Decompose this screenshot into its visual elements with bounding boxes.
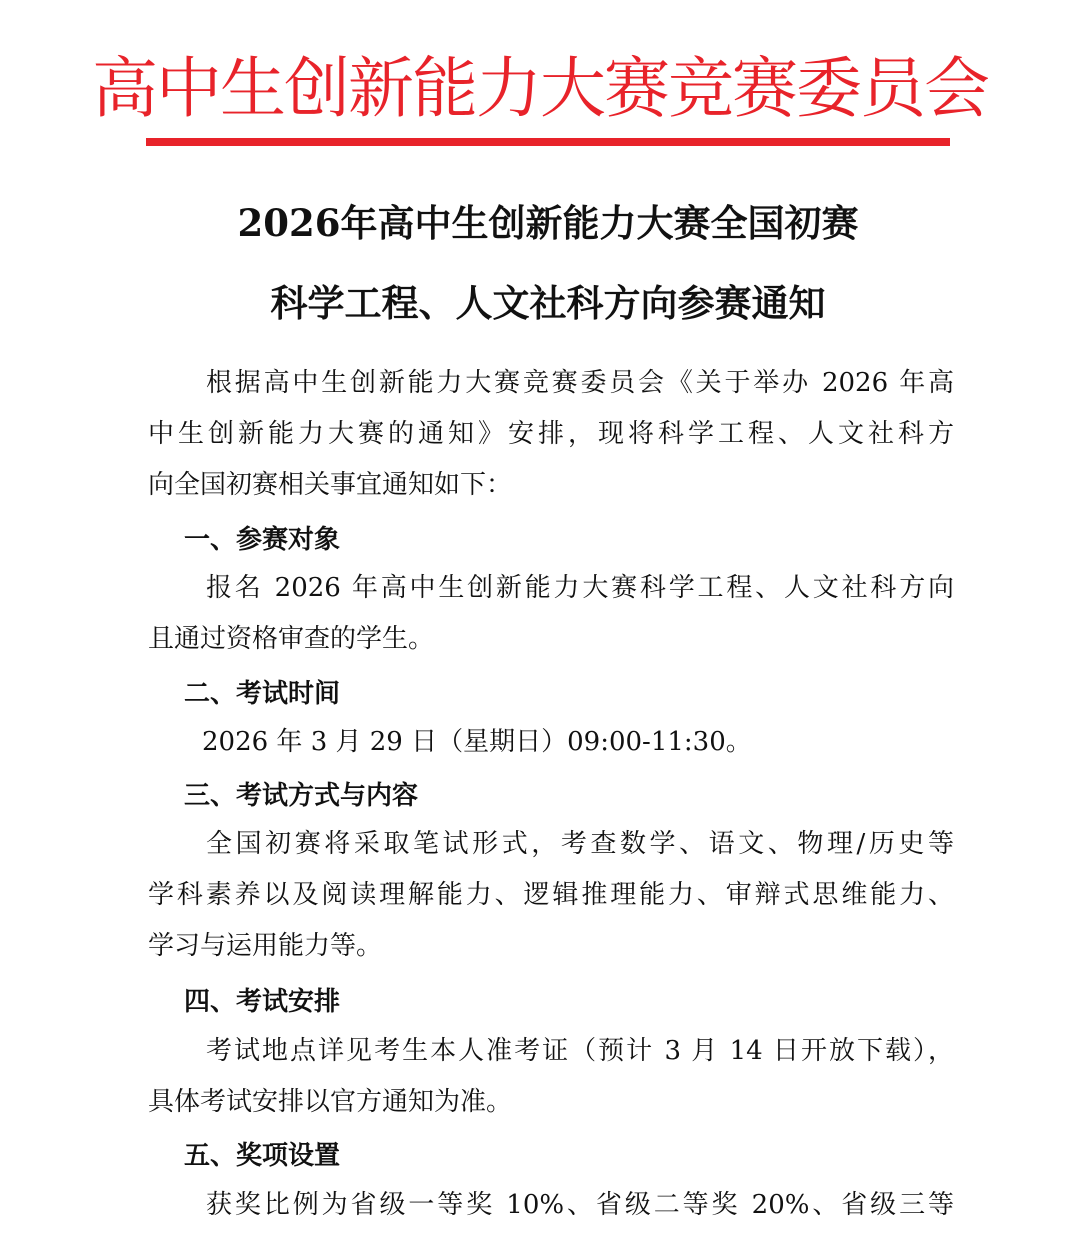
body-line: 学科素养以及阅读理解能力、逻辑推理能力、审辩式思维能力、 [148, 880, 954, 910]
section-heading-awards: 五、奖项设置 [184, 1141, 341, 1171]
red-divider-rule [146, 138, 950, 146]
section-heading-exam-time: 二、考试时间 [184, 679, 341, 709]
intro-paragraph [148, 358, 954, 511]
document-title-line-1: 2026年高中生创新能力大赛全国初赛 [237, 201, 859, 245]
intro-line: 向全国初赛相关事宜通知如下： [148, 470, 513, 500]
intro-line: 中生创新能力大赛的通知》安排，现将科学工程、人文社科方 [148, 419, 954, 449]
section-body-exam-arrangement [148, 1026, 954, 1128]
issuer-header: 高中生创新能力大赛竞赛委员会 [92, 50, 988, 127]
intro-line: 根据高中生创新能力大赛竞赛委员会《关于举办 2026 年高 [206, 368, 954, 398]
body-line: 学习与运用能力等。 [148, 931, 383, 961]
section-heading-exam-arrangement: 四、考试安排 [184, 987, 341, 1017]
section-heading-participants: 一、参赛对象 [184, 525, 341, 555]
body-line: 2026 年 3 月 29 日（星期日）09:00-11:30。 [202, 727, 752, 757]
body-line: 全国初赛将采取笔试形式，考查数学、语文、物理/历史等 [206, 829, 954, 859]
body-line: 考试地点详见考生本人准考证（预计 3 月 14 日开放下载）， [206, 1036, 954, 1066]
section-body-awards [148, 1180, 954, 1231]
document-title-line-2: 科学工程、人文社科方向参赛通知 [270, 281, 826, 325]
section-heading-exam-format: 三、考试方式与内容 [184, 781, 419, 811]
body-line: 且通过资格审查的学生。 [148, 624, 435, 654]
body-line: 具体考试安排以官方通知为准。 [148, 1087, 513, 1117]
section-body-exam-time [148, 717, 954, 768]
section-body-exam-format [148, 819, 954, 972]
body-line: 报名 2026 年高中生创新能力大赛科学工程、人文社科方向 [206, 573, 954, 603]
body-line: 获奖比例为省级一等奖 10%、省级二等奖 20%、省级三等 [206, 1190, 954, 1220]
section-body-participants [148, 563, 954, 665]
